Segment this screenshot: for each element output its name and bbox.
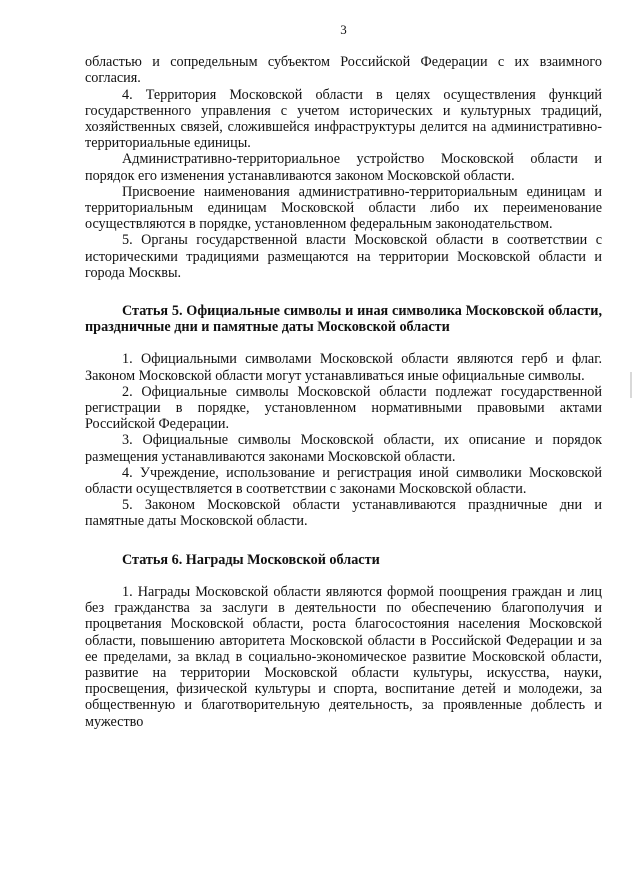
scan-edge-mark [630,372,632,398]
paragraph-continued: областью и сопредельным субъектом Российской Федерации с их взаимного согласия. [85,54,602,87]
paragraph-government-bodies: 5. Органы государственной власти Московской области в соответствии с историческими традициями размещаются на территории Московской области и города Москвы. [85,232,602,281]
article-5-paragraph: 5. Законом Московской области устанавливаются праздничные дни и памятные даты Московской области. [85,497,602,530]
spacer [85,568,602,584]
spacer [85,281,602,303]
spacer [85,335,602,351]
article-5-paragraph: 2. Официальные символы Московской области подлежат государственной регистрации в порядке, установленном нормативными правовыми актами Российской Федерации. [85,383,602,433]
paragraph-naming: Присвоение наименования административно-территориальным единицам и территориальным единицам Московской области либо их переименование осуществляются в порядке, установленном федеральным законодательством. [85,183,602,233]
article-6-heading: Статья 6. Награды Московской области [122,551,380,568]
document-page [85,22,602,730]
article-5-paragraph: 3. Официальные символы Московской области, их описание и порядок размещения устанавливаются законами Московской области. [85,432,602,465]
article-5-paragraph: 1. Официальными символами Московской области являются герб и флаг. Законом Московской области могут устанавливаться иные официальные символы. [85,351,602,384]
article-5-paragraph: 4. Учреждение, использование и регистрация иной символики Московской области осуществляется в соответствии с законами Московской области. [85,464,602,498]
paragraph-admin-structure: Административно-территориальное устройство Московской области и порядок его изменения устанавливаются законом Московской области. [85,151,602,184]
page-number: 3 [340,22,347,37]
article-5-heading: Статья 5. Официальные символы и иная символика Московской области, праздничные дни и памятные даты Московской области [85,303,602,336]
paragraph-territory: 4. Территория Московской области в целях осуществления функций государственного управления с учетом исторических и культурных традиций, хозяйственных связей, сложившейся инфраструктуры делится на административно-территориальные единицы. [85,86,602,152]
article-6-paragraph: 1. Награды Московской области являются формой поощрения граждан и лиц без гражданства за заслуги в деятельности по обеспечению благополучия и процветания Московской области, роста благосостояния населения Московской области, повышению авторитета Московской области в Российской Федерации и за ее пределами, за вклад в социально-экономическое развитие Московской области, развитие на территории Московской области культуры, искусства, науки, просвещения, физической культуры и спорта, воспитание детей и молодежи, за общественную и благотворительную деятельность, за проявленные доблесть и мужество [85,583,602,730]
spacer [85,530,602,552]
